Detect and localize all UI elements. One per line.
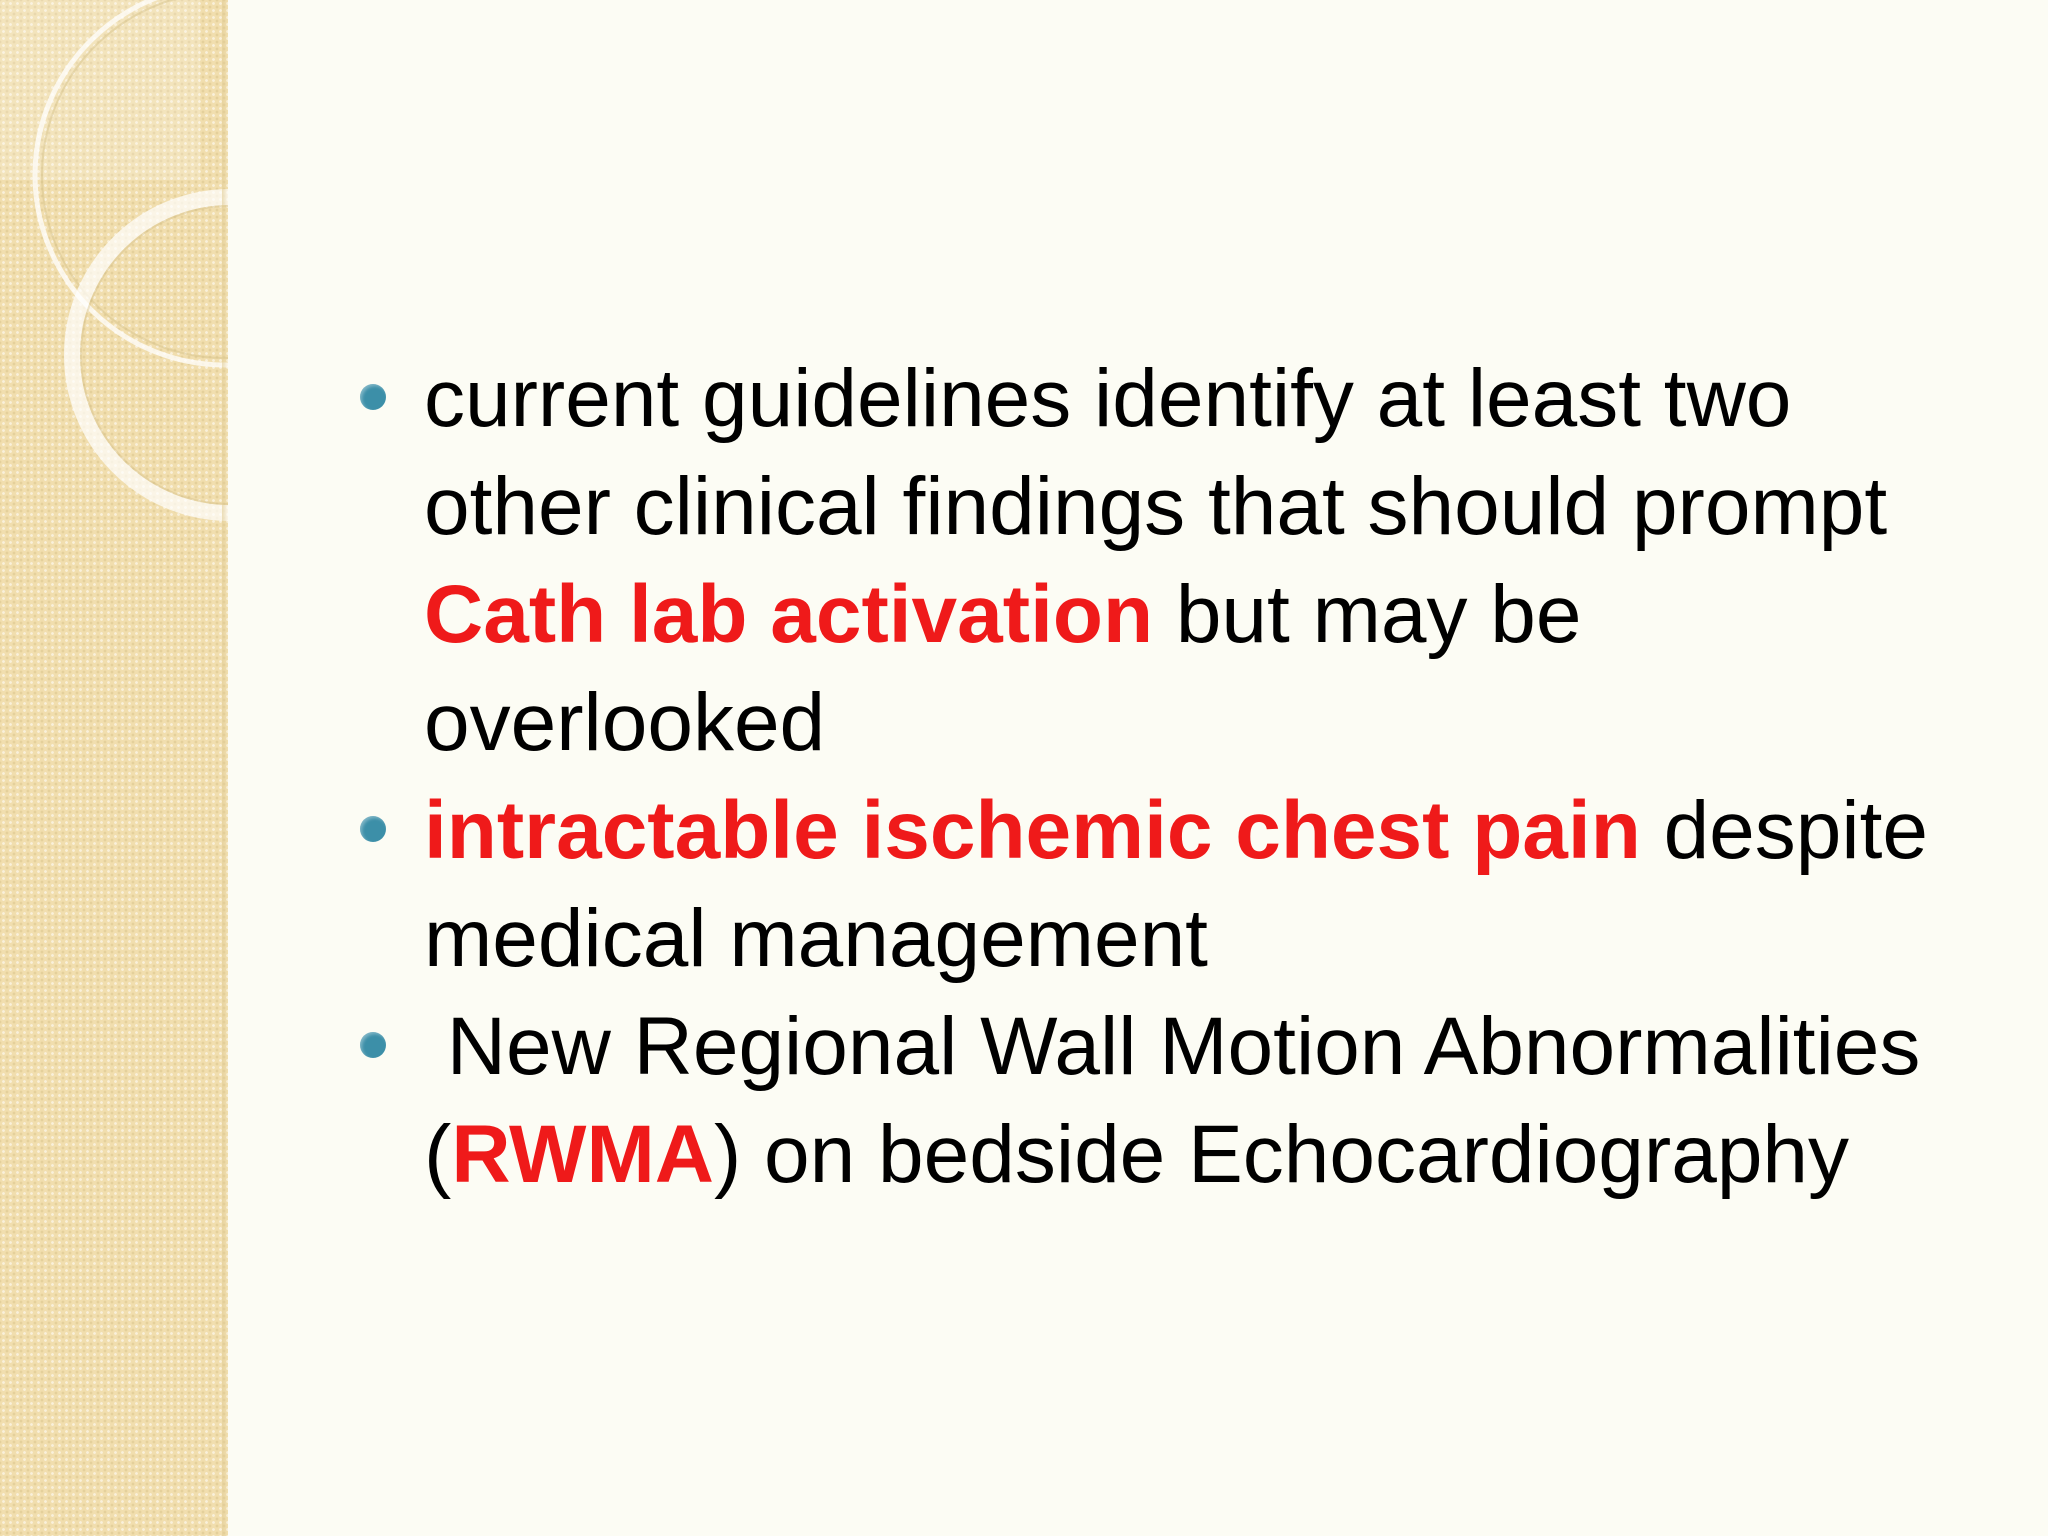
highlight-text: intractable ischemic chest pain <box>424 785 1641 876</box>
bullet-text: ) on bedside Echocardiography <box>713 1109 1850 1200</box>
decorative-side-band <box>0 0 228 1536</box>
bullet-item-cath-lab <box>360 345 1980 777</box>
bullet-dot-icon <box>360 384 386 410</box>
bullet-dot-icon <box>360 1032 386 1058</box>
bullet-text: but may be overlooked <box>424 569 1582 768</box>
bullet-item-chest-pain <box>360 777 1980 993</box>
bullet-list <box>360 345 1980 1209</box>
bullet-text: New Regional Wall Motion Abnormalities ( <box>424 1001 1944 1200</box>
highlight-text: Cath lab activation <box>424 569 1154 660</box>
slide-content <box>360 345 1980 1209</box>
bullet-text: despite medical management <box>424 785 1928 984</box>
bullet-dot-icon <box>360 816 386 842</box>
bullet-item-rwma <box>360 993 1980 1209</box>
side-band-edge <box>222 0 228 1536</box>
bullet-text: current guidelines identify at least two other clinical findings that should prompt <box>424 353 1888 552</box>
highlight-text: RWMA <box>451 1109 714 1200</box>
decorative-rings-icon <box>0 0 228 1536</box>
